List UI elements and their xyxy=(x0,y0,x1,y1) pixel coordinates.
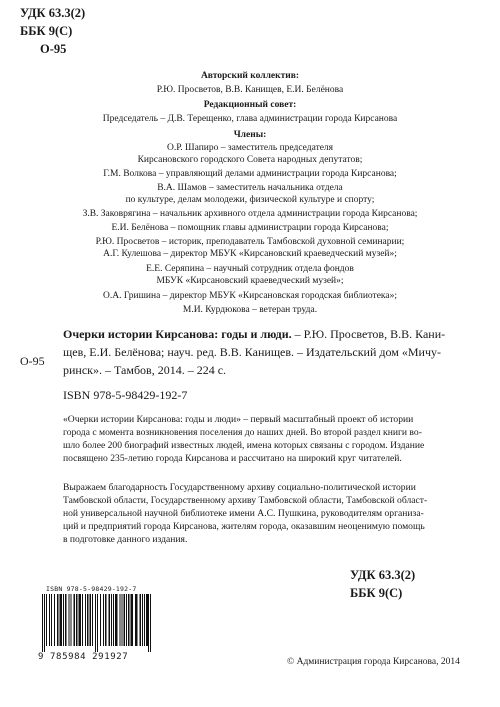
barcode-guard-bar xyxy=(97,594,98,652)
member-line: Кирсановского городского Совета народных депутатов; xyxy=(137,155,363,165)
member-line: М.И. Курдюкова – ветеран труда. xyxy=(182,305,318,315)
barcode-digits: 9 785984 291927 xyxy=(38,652,129,662)
annotation-line: шло более 200 биографий известных людей, имена которых связаны с городом. Издание xyxy=(63,440,425,451)
members-heading: Члены: xyxy=(233,130,267,140)
barcode-bar xyxy=(111,594,112,646)
barcode-guard-bar xyxy=(44,594,45,652)
book-title: Очерки истории Кирсанова: годы и люди. xyxy=(63,327,292,341)
barcode-bar xyxy=(100,594,101,646)
barcode-bar xyxy=(79,594,82,646)
barcode-bar xyxy=(135,594,138,646)
thanks-line: Выражаем благодарность Государственному архиву социально-политической истории xyxy=(63,482,416,493)
member-line: Е.Е. Серяпина – научный сотрудник отдела фондов xyxy=(146,264,354,274)
member-line: А.Г. Кулешова – директор МБУК «Кирсановский краеведческий музей»; xyxy=(103,249,397,259)
barcode-bar xyxy=(92,594,93,646)
barcode-bar xyxy=(71,594,72,646)
authors-heading: Авторский коллектив: xyxy=(200,71,300,81)
barcode-bar xyxy=(82,594,83,646)
biblio-line-1 xyxy=(63,326,445,342)
thanks-line: ной универсальной научной библиотеке имени А.С. Пушкина, руководителям организа- xyxy=(63,508,424,519)
thanks-line: в подготовке данного издания. xyxy=(63,534,188,545)
barcode-bar xyxy=(142,594,143,646)
barcode-bar xyxy=(49,594,50,646)
barcode-bar xyxy=(90,594,92,646)
biblio-line-3: ринск». – Тамбов, 2014. – 224 с. xyxy=(63,363,227,377)
barcode-bar xyxy=(140,594,142,646)
barcode-bar xyxy=(120,594,121,646)
copyright: © Администрация города Кирсанова, 2014 xyxy=(287,657,460,667)
barcode-bar xyxy=(63,594,64,646)
biblio-authors: – Р.Ю. Просветов, В.В. Кани- xyxy=(291,327,446,341)
annotation-line: «Очерки истории Кирсанова: годы и люди» – первый масштабный проект об истории xyxy=(63,414,414,425)
barcode-guard-bar xyxy=(42,594,43,652)
isbn: ISBN 978-5-98429-192-7 xyxy=(63,388,188,402)
barcode-bar xyxy=(46,594,47,646)
barcode-bars xyxy=(38,594,156,652)
barcode-bar xyxy=(113,594,114,646)
barcode-bar xyxy=(51,594,52,646)
member-line: В.А. Шамов – заместитель начальника отдела xyxy=(157,183,343,193)
barcode-bar xyxy=(76,594,78,646)
member-line: О.Р. Шапиро – заместитель председателя xyxy=(166,143,334,153)
author-mark: О-95 xyxy=(40,42,67,56)
member-line: по культуре, делам молодежи, физической культуре и спорту; xyxy=(125,195,375,205)
barcode-bar xyxy=(54,594,55,646)
member-line: МБУК «Кирсановский краеведческий музей»; xyxy=(156,276,344,286)
annotation-line: города с момента возникновения поселения до наших дней. Во второй раздел книги во- xyxy=(63,427,422,438)
barcode-bar xyxy=(85,594,86,646)
isbn-barcode xyxy=(38,585,156,662)
barcode-bar xyxy=(109,594,111,646)
barcode-bar xyxy=(87,594,89,646)
barcode-bar xyxy=(115,594,118,646)
council-chairman: Председатель – Д.В. Терещенко, глава администрации города Кирсанова xyxy=(102,114,398,124)
member-line: О.А. Гришина – директор МБУК «Кирсановская городская библиотека»; xyxy=(103,291,397,301)
thanks-line: ций и предприятий города Кирсанова, жителям города, оказавшим неоценимую помощь xyxy=(63,521,425,532)
thanks-line: Тамбовской области, Государственному архиву Тамбовской области, Тамбовской област- xyxy=(63,495,428,506)
barcode-guard-bar xyxy=(148,594,149,652)
barcode-bar xyxy=(128,594,130,646)
barcode-bar xyxy=(74,594,76,646)
biblio-code: О-95 xyxy=(20,354,45,368)
barcode-bar xyxy=(60,594,63,646)
barcode-guard-bar xyxy=(150,594,151,652)
barcode-bar xyxy=(103,594,104,646)
member-line: Г.М. Волкова – управляющий делами администрации города Кирсанова; xyxy=(103,169,397,179)
footer-bbk: ББК 9(С) xyxy=(350,586,403,600)
barcode-bar xyxy=(131,594,134,646)
member-line: З.В. Заковрягина – начальник архивного отдела администрации города Кирсанова; xyxy=(82,209,418,219)
member-line: Е.И. Белёнова – помощник главы администрации города Кирсанова; xyxy=(111,223,389,233)
barcode-bar xyxy=(69,594,70,646)
barcode-bar xyxy=(105,594,107,646)
annotation-line: посвящено 235-летию города Кирсанова и рассчитано на широкий круг читателей. xyxy=(63,453,402,464)
barcode-bar xyxy=(124,594,126,646)
council-heading: Редакционный совет: xyxy=(203,100,297,110)
barcode-bar xyxy=(65,594,67,646)
barcode-bar xyxy=(57,594,59,646)
barcode-isbn-label: ISBN 978-5-98429-192-7 xyxy=(46,585,137,593)
biblio-line-2: щев, Е.И. Белёнова; науч. ред. В.В. Канищев. – Издательский дом «Мичу- xyxy=(63,345,441,359)
footer-udk: УДК 63.3(2) xyxy=(350,568,416,582)
bbk-code: ББК 9(С) xyxy=(20,24,73,38)
udk-code: УДК 63.3(2) xyxy=(20,6,86,20)
member-line: Р.Ю. Просветов – историк, преподаватель Тамбовской духовной семинарии; xyxy=(95,237,405,247)
barcode-bar xyxy=(126,594,127,646)
authors-list: Р.Ю. Просветов, В.В. Канищев, Е.И. Белёнова xyxy=(156,85,344,95)
barcode-guard-bar xyxy=(95,594,96,652)
barcode-bar xyxy=(144,594,145,646)
barcode-bar xyxy=(122,594,123,646)
